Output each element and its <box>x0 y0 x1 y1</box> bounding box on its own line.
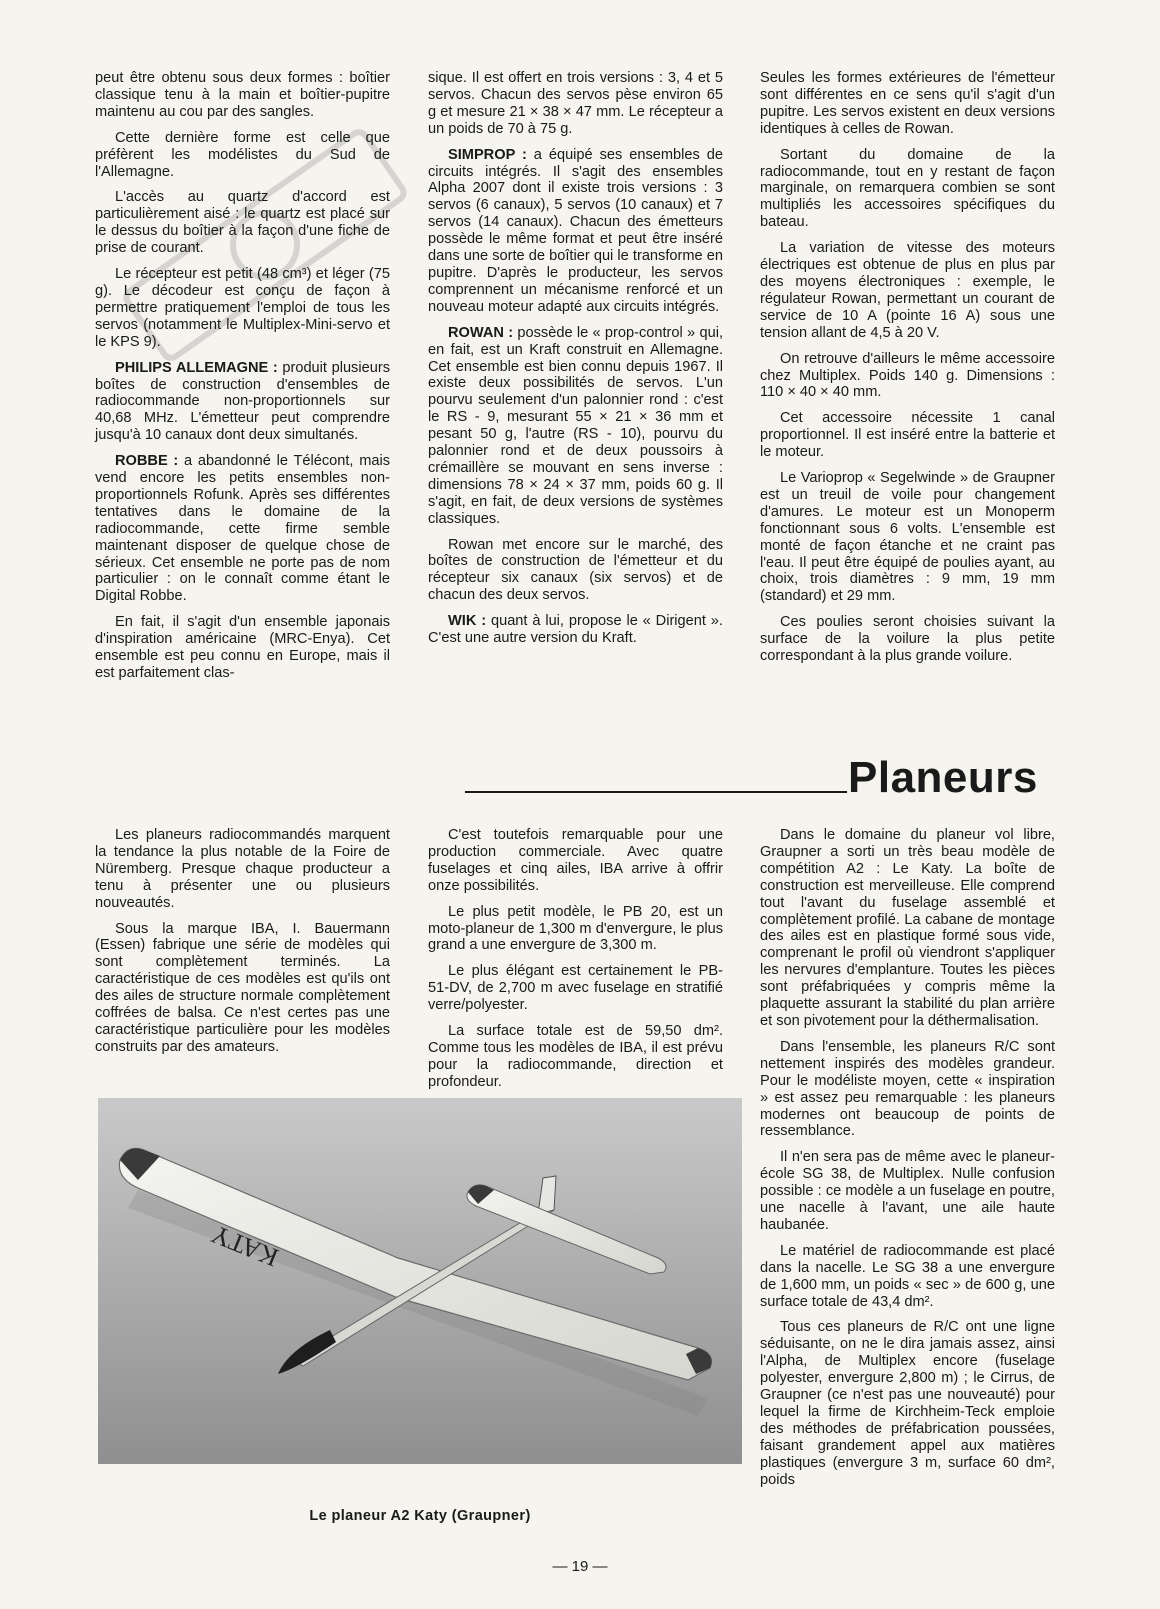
paragraph-text: Le plus élégant est certainement le PB-51-DV, de 2,700 m avec fuselage en stratifié verre/polyester. <box>428 963 723 1014</box>
paragraph <box>428 325 723 528</box>
paragraph <box>95 70 390 121</box>
paragraph-text: peut être obtenu sous deux formes : boîtier classique tenu à la main et boîtier-pupitre maintenu au cou par des sangles. <box>95 70 390 120</box>
paragraph <box>760 147 1055 232</box>
paragraph-text: a abandonné le Télécont, mais vend encore les petits ensembles non-proportionnels Rofunk. Après ses différentes tentatives dans le domaine de la radiocommande, cette firme semble maintenant disposer de quelque chose de sérieux. Cet ensemble ne porte pas de nom particulier : on le connaît comme étant le Digital Robbe. <box>95 453 391 605</box>
paragraph <box>760 1243 1055 1311</box>
paragraph <box>428 70 723 138</box>
paragraph <box>428 904 723 955</box>
paragraph-text: a équipé ses ensembles de circuits intégrés. Il s'agit des ensembles Alpha 2007 dont il existe trois versions : 3 servos (6 canaux), 5 servos (10 canaux) et 7 servos (14 canaux). Chacun des émetteurs possède le même format et peut être inséré dans une sorte de boîtier qui le transforme en pupitre. D'après le producteur, les servos comprennent un mécanisme renforcé et un nouveau moteur adapté aux circuits intégrés. <box>428 146 723 315</box>
paragraph <box>760 827 1055 1030</box>
paragraph-text: Ces poulies seront choisies suivant la surface de la voilure la plus petite correspondant à la plus grande voilure. <box>760 614 1055 665</box>
section-rule <box>465 791 847 793</box>
page-number: — 19 — <box>552 1558 608 1575</box>
paragraph-text: Les planeurs radiocommandés marquent la tendance la plus notable de la Foire de Nüremberg. Presque chaque producteur a tenu à présenter une ou plusieurs nouveautés. <box>95 827 390 911</box>
paragraph <box>95 614 390 682</box>
paragraph-text: C'est toutefois remarquable pour une production commerciale. Avec quatre fuselages et cinq ailes, IBA arrive à offrir onze possibilités. <box>428 827 723 894</box>
glider-photo <box>98 1098 742 1464</box>
paragraph <box>760 1039 1055 1140</box>
paragraph-text: La variation de vitesse des moteurs électriques est obtenue de plus en plus par des moyens électroniques : exemple, le régulateur Rowan, permettant un courant de service de 10 A (pointe 16 A) sous une tension allant de 4,5 à 20 V. <box>760 240 1055 341</box>
photo-caption: Le planeur A2 Katy (Graupner) <box>309 1508 531 1524</box>
paragraph <box>760 470 1055 605</box>
paragraph-text: Dans le domaine du planeur vol libre, Graupner a sorti un très beau modèle de compétition A2 : Le Katy. La boîte de construction est merveilleuse. Elle comprend tout l'avant du fuselage assemblé et complètement profilé. La cabane de montage des ailes est en plastique formé sous vide, comprenant le profil où viendront s'appliquer les nervures d'emplanture. Toutes les pièces sont préfabriquées y compris même la plaquette assurant la stabilité du plan arrière et son pivotement pour la déthermalisation. <box>760 827 1055 1029</box>
paragraph-text: Le récepteur est petit (48 cm³) et léger (75 g). Le décodeur est conçu de façon à permettre pratiquement l'emploi de tous les servos (notamment le Multiplex-Mini-servo et le KPS 9). <box>95 266 390 350</box>
paragraph-text: L'accès au quartz d'accord est particulièrement aisé : le quartz est placé sur le dessus du boîtier à la façon d'une fiche de prise de courant. <box>95 189 390 257</box>
brand-keyword: ROWAN : <box>448 324 514 341</box>
paragraph-text: On retrouve d'ailleurs le même accessoire chez Multiplex. Poids 140 g. Dimensions : 110 × 40 × 40 mm. <box>760 350 1055 401</box>
paragraph <box>95 189 390 257</box>
paragraph <box>428 537 723 605</box>
text-column-3 <box>760 70 1055 674</box>
paragraph <box>95 360 390 445</box>
paragraph-text: Sortant du domaine de la radiocommande, tout en y restant de façon marginale, on remarquera combien se sont multipliés les accessoires spécifiques du bateau. <box>760 146 1055 231</box>
brand-keyword: PHILIPS ALLEMAGNE : <box>115 359 278 376</box>
wing-lettering: KATY <box>207 1219 283 1273</box>
text-column-1 <box>95 70 390 691</box>
paragraph-text: Le plus petit modèle, le PB 20, est un moto-planeur de 1,300 m d'envergure, le plus grand a une envergure de 3,300 m. <box>428 903 723 954</box>
paragraph <box>95 266 390 351</box>
paragraph-text: Cet accessoire nécessite 1 canal proportionnel. Il est inséré entre la batterie et le moteur. <box>760 410 1055 461</box>
paragraph-text: produit plusieurs boîtes de construction d'ensembles de radiocommande non-proportionnels sur 40,68 MHz. L'émetteur peut comprendre jusqu'à 10 canaux dont deux simultanés. <box>95 359 390 444</box>
text-column-2 <box>428 70 723 656</box>
paragraph-text: sique. Il est offert en trois versions : 3, 4 et 5 servos. Chacun des servos pèse environ 65 g et mesure 21 × 38 × 47 mm. Le récepteur a un poids de 70 à 75 g. <box>428 70 723 137</box>
text-column-6 <box>760 827 1055 1498</box>
paragraph-text: Sous la marque IBA, I. Bauermann (Essen) fabrique une série de modèles qui sont complètement terminés. La caractéristique de ces modèles est qu'ils ont des ailes de structure normale complètement coffrées de balsa. Ce n'est certes pas une caractéristique particulière pour les modèles construits par des amateurs. <box>95 920 390 1055</box>
paragraph <box>760 410 1055 461</box>
paragraph-text: Le matériel de radiocommande est placé dans la nacelle. Le SG 38 a une envergure de 1,600 mm, un poids « sec » de 600 g, une surface totale de 43,4 dm². <box>760 1242 1055 1310</box>
brand-keyword: WIK : <box>448 613 487 630</box>
paragraph <box>95 921 390 1056</box>
paragraph <box>428 963 723 1014</box>
text-column-4 <box>95 827 390 1065</box>
paragraph-text: Dans l'ensemble, les planeurs R/C sont nettement inspirés des modèles grandeur. Pour le modéliste moyen, cette « inspiration » est assez peu remarquable : les planeurs modernes ont beaucoup de points de ressemblance. <box>760 1038 1055 1140</box>
paragraph <box>95 827 390 912</box>
paragraph <box>428 613 723 647</box>
text-column-5 <box>428 827 723 1100</box>
paragraph <box>760 351 1055 402</box>
paragraph <box>760 240 1055 341</box>
paragraph-text: En fait, il s'agit d'un ensemble japonais d'inspiration américaine (MRC-Enya). Cet ensemble est peu connu en Europe, mais il est parfaitement clas- <box>95 614 390 681</box>
paragraph-text: quant à lui, propose le « Dirigent ». C'est une autre version du Kraft. <box>428 613 723 647</box>
paragraph <box>760 70 1055 138</box>
paragraph-text: Il n'en sera pas de même avec le planeur-école SG 38, de Multiplex. Nulle confusion possible : ce modèle a un fuselage en poutre, une nacelle à l'avant, une aile haute haubanée. <box>760 1149 1055 1233</box>
paragraph <box>428 147 723 316</box>
paragraph-text: Le Varioprop « Segelwinde » de Graupner est un treuil de voile pour changement d'amures. Le moteur est un Monoperm fonctionnant sous 6 volts. L'ensemble est monté de façon étanche et ne craint pas l'eau. Il peut être équipé de poulies ayant, au choix, trois diamètres : 9 mm, 19 mm (standard) et 29 mm. <box>760 470 1055 605</box>
paragraph-text: Tous ces planeurs de R/C ont une ligne séduisante, on ne le dira jamais assez, ainsi l'Alpha, de Multiplex encore (fuselage polyester, envergure 2,800 m) ; le Cirrus, de Graupner (ce n'est pas une nouveauté) pour lequel la firme de Kirchheim-Teck emploie des méthodes de préfabrication poussées, faisant grandement appel aux matières plastiques (envergure 3 m, surface 60 dm², poids <box>760 1319 1055 1488</box>
paragraph <box>95 453 390 605</box>
paragraph <box>760 1319 1055 1488</box>
paragraph <box>760 1149 1055 1234</box>
paragraph-text: La surface totale est de 59,50 dm². Comme tous les modèles de IBA, il est prévu pour la radiocommande, direction et profondeur. <box>428 1023 723 1090</box>
paragraph <box>428 827 723 895</box>
section-title: Planeurs <box>848 753 1038 802</box>
paragraph-text: Rowan met encore sur le marché, des boîtes de construction de l'émetteur et du récepteur six canaux (six servos) et de chacun des deux servos. <box>428 536 723 604</box>
paragraph <box>760 614 1055 665</box>
paragraph-text: possède le « prop-control » qui, en fait, est un Kraft construit en Allemagne. Cet ensemble est bien connu depuis 1967. Il existe deux possibilités de servos. L'un pourvu seulement d'un palonnier rond : c'est le RS - 9, mesurant 55 × 21 × 36 mm et pesant 50 g, l'autre (RS - 10), pourvu du palonnier rond et de deux poussoirs à crémaillère se mouvant en sens inverse : dimensions 78 × 24 × 37 mm, poids 60 g. Il s'agit, en fait, de deux versions de systèmes classiques. <box>428 324 723 527</box>
paragraph-text: Cette dernière forme est celle que préfèrent les modélistes du Sud de l'Allemagne. <box>95 129 390 180</box>
paragraph-text: Seules les formes extérieures de l'émetteur sont différentes en ce sens qu'il s'agit d'un pupitre. Les servos existent en deux versions identiques à celles de Rowan. <box>760 70 1055 137</box>
brand-keyword: SIMPROP : <box>448 146 527 163</box>
brand-keyword: ROBBE : <box>115 453 179 470</box>
paragraph <box>428 1023 723 1091</box>
paragraph <box>95 130 390 181</box>
